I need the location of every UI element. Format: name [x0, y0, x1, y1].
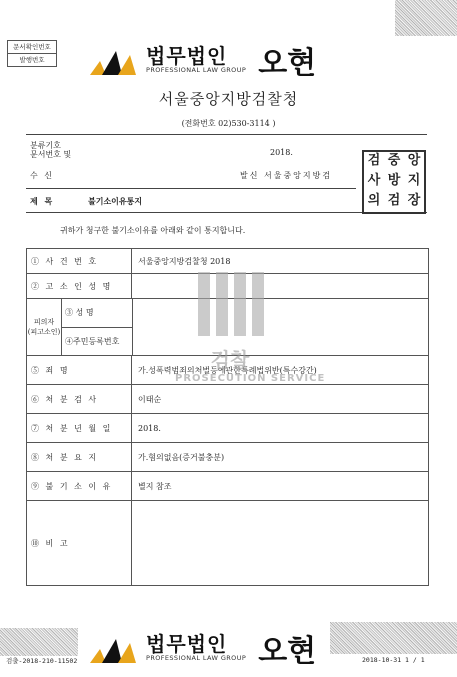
- logo-sub-text: PROFESSIONAL LAW GROUP: [146, 66, 247, 74]
- name-label: ③ 성 명: [62, 299, 132, 328]
- logo-main-text: 법무법인: [146, 632, 228, 656]
- remarks-label: ⑩ 비 고: [27, 501, 132, 585]
- logo-mark-icon: [88, 43, 140, 77]
- watermark-emblem-icon: [190, 268, 270, 340]
- reason-value: 별지 참조: [138, 481, 172, 491]
- logo-text-group: [146, 46, 246, 74]
- logo-brush-text: 오현: [258, 634, 317, 669]
- logo-sub-text: PROFESSIONAL LAW GROUP: [146, 654, 247, 662]
- seal-char: 장: [407, 193, 421, 208]
- seal-char: 앙: [407, 153, 421, 168]
- seal-char: 검: [367, 153, 381, 168]
- seal-char: 중: [387, 153, 401, 168]
- prosecutor-label: ⑥ 처 분 검 사: [27, 385, 132, 413]
- agency-name: 서울중앙지방검찰청: [158, 90, 299, 108]
- watermark-word: 검찰: [210, 348, 250, 372]
- summary-value: 가.혐의없음(증거불충분): [138, 452, 225, 462]
- law-firm-logo-top: [88, 38, 316, 82]
- logo-main-text: 법무법인: [146, 44, 228, 68]
- charge-label: ⑤ 죄 명: [27, 356, 132, 384]
- charge-value: 가.성폭력범죄의처벌등에관한특례법위반(특수강간): [138, 365, 317, 375]
- scan-noise-top-right: [395, 0, 457, 36]
- disposition-date-label: ⑦ 처 분 년 월 일: [27, 414, 132, 442]
- body-text: 귀하가 청구한 불기소이유를 아래와 같이 통지합니다.: [60, 226, 246, 235]
- law-firm-logo-bottom: [88, 626, 316, 670]
- scan-noise-bottom-right: [330, 622, 457, 654]
- recipient-label: 수 신: [30, 171, 54, 180]
- scan-noise-bottom-left: [0, 628, 78, 656]
- case-no-label: ① 사 건 번 호: [27, 249, 132, 273]
- suspect-label: 피의자: [33, 318, 55, 326]
- table-row: [27, 501, 428, 585]
- seal-char: 검: [387, 193, 401, 208]
- table-row: [27, 414, 428, 443]
- logo-mark-icon: [88, 631, 140, 665]
- remarks-value: [132, 501, 428, 585]
- seal-char: 의: [367, 193, 381, 208]
- official-seal: [362, 150, 426, 214]
- seal-char: 방: [387, 173, 401, 188]
- summary-label: ⑧ 처 분 요 지: [27, 443, 132, 471]
- header-divider: [26, 134, 427, 135]
- table-row: [27, 443, 428, 472]
- prosecutor-value: 이태순: [138, 394, 162, 404]
- complainant-label: ② 고 소 인 성 명: [27, 274, 132, 298]
- case-no-value: 서울중앙지방검찰청 2018: [138, 256, 231, 266]
- seal-char: 사: [367, 173, 381, 188]
- rrn-label: ④주민등록번호: [65, 336, 120, 346]
- table-row: [27, 385, 428, 414]
- phone-line: (전화번호 02)530-3114 ): [181, 119, 276, 128]
- subject-top-divider: [26, 188, 356, 189]
- logo-brush-text: 오현: [258, 46, 317, 81]
- table-row: [27, 472, 428, 501]
- box-row-1: 문서확인번호: [8, 41, 56, 54]
- watermark-subtitle: PROSECUTION SERVICE: [175, 373, 326, 384]
- logo-text-group: [146, 634, 246, 662]
- reason-label: ⑨ 불 기 소 이 유: [27, 472, 132, 500]
- footer-doc-id: 검출-2018-210-11502: [6, 657, 78, 665]
- prosecution-watermark: [175, 268, 326, 384]
- doc-no-label: 문서번호 및: [30, 150, 72, 159]
- doc-no-label-2: 분류기호: [30, 141, 61, 150]
- suspect-group: [27, 299, 62, 355]
- doc-date: 2018.: [270, 148, 293, 157]
- disposition-date-value: 2018.: [138, 423, 161, 433]
- subject-label: 제 목: [30, 196, 55, 206]
- footer-date-page: 2018-10-31 1 / 1: [362, 656, 425, 664]
- document-number-box: [7, 40, 57, 67]
- box-row-2: 발행번호: [19, 56, 45, 64]
- suspect-fields: [62, 299, 133, 355]
- subject-text: 불기소이유통지: [88, 196, 143, 206]
- seal-char: 지: [407, 173, 421, 188]
- suspect-sub-label: (피고소인): [27, 328, 61, 336]
- sender-text: 발신 서울중앙지방검: [240, 171, 333, 180]
